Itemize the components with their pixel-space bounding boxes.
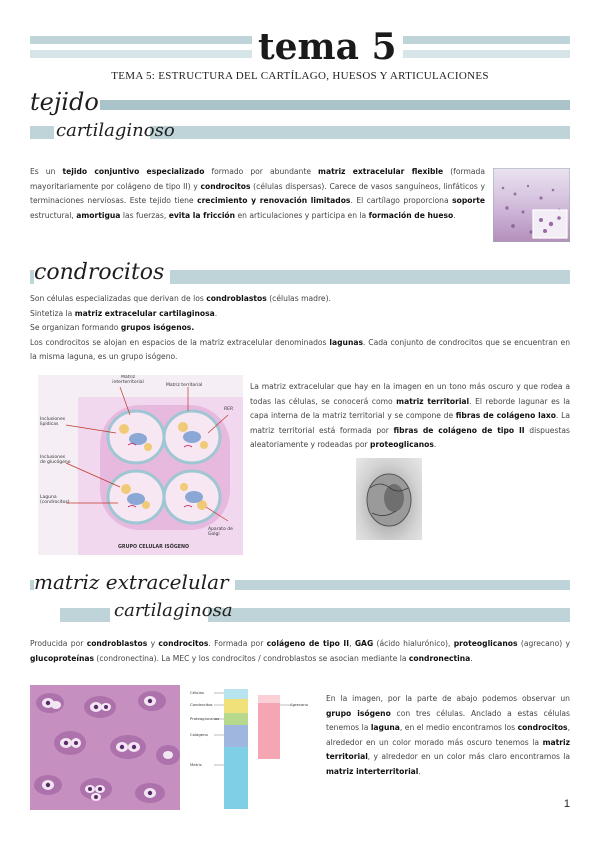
condrocitos-side-bold-text: matriz territorial <box>396 396 470 406</box>
condrocitos-side-bold-text: fibras de colágeno de tipo II <box>393 425 525 435</box>
matriz-paragraph-bold-text: proteoglicanos <box>453 639 518 648</box>
heading-tejido: tejido <box>30 88 99 116</box>
tejido-paragraph-text: (células dispersas). Carece de vasos sanguíneos, linfáticos y terminaciones nerviosas. Este tejido tiene <box>30 181 485 206</box>
diagram-label-celulas: Células <box>190 690 204 695</box>
condrocitos-side-text: dispuestas aleatoriamente y rodeadas por <box>250 425 570 450</box>
matriz-paragraph-text: (condronectina). La MEC y los condrocitos / condroblastos se asocian mediante la <box>94 653 409 663</box>
hyaline-cartilage-image <box>30 685 180 810</box>
condrocitos-line-text: Sintetiza la <box>30 308 75 318</box>
cartilage-histology-svg <box>493 168 570 242</box>
label-matriz-interterritorial: Matriz interterritorial <box>112 375 144 385</box>
diagram-label-condrocitos: Condrocitos <box>190 702 213 707</box>
matriz-paragraph-text: (ácido hialurónico), <box>373 639 454 648</box>
heading-cartilaginoso-band <box>150 126 570 139</box>
label-matriz-territorial: Matriz territorial <box>166 383 203 388</box>
label-laguna: Laguna (condrocitos) <box>40 495 70 505</box>
page-title: tema 5 <box>252 26 403 68</box>
tejido-paragraph-text: las fuerzas, <box>120 210 169 220</box>
label-rer: RER <box>224 407 234 412</box>
matriz-side-bold-text: grupo isógeno <box>326 708 391 718</box>
matriz-paragraph-text: . <box>470 653 473 663</box>
page-number: 1 <box>563 798 570 810</box>
matriz-paragraph-bold-text: GAG <box>354 639 374 648</box>
condrocitos-side-text: . <box>433 440 437 450</box>
label-inclusiones-lipidicas: Inclusiones lipídicas <box>40 417 66 427</box>
matriz-side-bold-text: condrocitos <box>517 723 568 733</box>
matriz-side-text: En la imagen, por la parte de abajo podemos observar un <box>326 694 570 703</box>
tejido-paragraph-text: . <box>453 210 456 220</box>
electron-micrograph-image <box>356 458 422 540</box>
tejido-paragraph-text: . El cartílago proporciona <box>350 196 453 206</box>
condrocitos-side-paragraph <box>250 380 570 453</box>
matriz-paragraph-text: . Formada por <box>208 639 267 648</box>
condrocitos-line-text: . <box>214 308 218 318</box>
condrocitos-side-text: La matriz extracelular que hay en la imagen en un tono más oscuro y que rodea a todas las células, se conocerá como <box>250 382 570 406</box>
matriz-paragraph-bold-text: condrocitos <box>158 639 209 648</box>
tejido-paragraph-bold-text: evita la fricción <box>168 210 236 220</box>
hyaline-cartilage-svg <box>30 685 180 810</box>
condrocitos-line-bold-text: grupos isógenos. <box>120 323 195 333</box>
tejido-paragraph-bold-text: amortigua <box>76 210 121 220</box>
matriz-paragraph-text: Producida por <box>30 639 87 648</box>
condrocitos-side-bold-text: proteoglicanos <box>370 440 434 450</box>
tejido-paragraph-bold-text: soporte <box>452 196 486 206</box>
matriz-side-text: con tres células. Anclado a estas células tenemos la <box>326 708 571 733</box>
tejido-paragraph-bold-text: matriz extracelular flexible <box>318 167 444 176</box>
condrocitos-line-text: (células madre). <box>266 294 331 303</box>
condrocitos-line-1 <box>30 292 570 307</box>
tejido-paragraph-bold-text: tejido conjuntivo especializado <box>62 167 205 176</box>
matriz-side-text: , en el medio encontramos los <box>399 723 518 733</box>
condrocitos-line-3 <box>30 321 570 336</box>
matriz-paragraph-bold-text: colágeno de tipo II <box>266 639 350 648</box>
condrocitos-side-text: . La matriz territorial está formada por <box>250 411 570 435</box>
heading-cartilaginoso-band-left <box>30 126 54 139</box>
diagram-caption: GRUPO CELULAR ISÓGENO <box>118 545 190 550</box>
tejido-paragraph-bold-text: condrocitos <box>200 181 251 191</box>
condrocitos-line-text: . Cada conjunto de condrocitos que se encuentran en la misma laguna, es un grupo isógeno. <box>30 337 571 362</box>
matriz-side-text: . <box>418 766 421 776</box>
heading-tejido-band <box>100 100 570 110</box>
tejido-paragraph-bold-text: crecimiento y renovación limitados <box>197 196 351 206</box>
heading-condrocitos: condrocitos <box>34 260 170 285</box>
matriz-paragraph-text: (agrecano) y <box>517 639 570 648</box>
condrocitos-line-text: Se organizan formando <box>30 323 121 333</box>
heading-matriz-cartilaginosa: cartilaginosa <box>114 600 233 621</box>
condrocitos-line-4 <box>30 336 570 365</box>
matriz-side-text: , y alrededor en un color más claro encontramos la <box>367 752 570 762</box>
tejido-paragraph-text: en articulaciones y participa en la <box>235 210 369 220</box>
matriz-side-bold-text: matriz interterritorial <box>326 766 419 776</box>
condrocitos-line-bold-text: condroblastos <box>206 294 267 303</box>
diagram-label-colageno: Colágeno <box>190 732 208 737</box>
tejido-paragraph-text: estructural, <box>30 210 77 220</box>
isogenous-group-diagram <box>38 375 243 555</box>
diagram-label-matriz: Matriz <box>190 762 202 767</box>
heading-cartilaginoso: cartilaginoso <box>56 120 175 141</box>
diagram-label-proteoglucanos: Proteoglucanos <box>190 716 220 721</box>
matriz-side-bold-text: matriz territorial <box>326 737 570 762</box>
matriz-paragraph-text: , <box>349 639 355 648</box>
condrocitos-line-2 <box>30 307 570 322</box>
matriz-paragraph-bold-text: condronectina <box>408 653 471 663</box>
condrocitos-line-bold-text: matriz extracelular cartilaginosa <box>74 308 215 318</box>
matriz-paragraph-bold-text: glucoproteínas <box>30 653 94 663</box>
condrocitos-line-text: Los condrocitos se alojan en espacios de la matriz extracelular denominados <box>30 337 330 347</box>
tejido-paragraph-text: Es un <box>30 167 63 176</box>
label-inclusiones-glucogeno: Inclusiones de glucógeno <box>40 455 71 465</box>
condrocitos-line-bold-text: lagunas <box>329 337 363 347</box>
matriz-side-paragraph <box>326 692 570 780</box>
diagram-label-agrecano: Agrecano <box>290 702 308 707</box>
label-aparato-golgi: Aparato de Golgi <box>208 527 233 537</box>
condrocitos-line-text: Son células especializadas que derivan de los <box>30 294 207 303</box>
cartilage-histology-image <box>493 168 570 242</box>
tejido-paragraph <box>30 165 485 223</box>
page-subtitle: TEMA 5: ESTRUCTURA DEL CARTÍLAGO, HUESOS Y ARTICULACIONES <box>111 70 489 82</box>
matriz-side-text: , alrededor en un color morado más oscuro tenemos la <box>326 723 570 747</box>
tejido-paragraph-text: (formada mayoritariamente por colágeno de tipo II) y <box>30 167 485 191</box>
tejido-paragraph-bold-text: formación de hueso <box>368 210 454 220</box>
matriz-side-bold-text: laguna <box>370 723 400 733</box>
condrocitos-paragraph <box>30 292 570 365</box>
matriz-band-left <box>60 608 110 622</box>
condrocitos-side-bold-text: fibras de colágeno laxo <box>455 411 557 421</box>
matriz-paragraph-text: y <box>147 639 159 648</box>
matriz-paragraph-bold-text: condroblastos <box>86 639 148 648</box>
tejido-paragraph-text: formado por abundante <box>204 167 319 176</box>
matriz-band-right <box>208 608 570 622</box>
matrix-composition-diagram <box>190 685 315 810</box>
electron-micrograph-svg <box>356 458 422 540</box>
heading-matriz-extracelular: matriz extracelular <box>34 570 235 594</box>
matriz-paragraph <box>30 637 570 666</box>
condrocitos-side-text: . El reborde lagunar es la capa interna de la matriz territorial y se compone de <box>250 396 571 421</box>
